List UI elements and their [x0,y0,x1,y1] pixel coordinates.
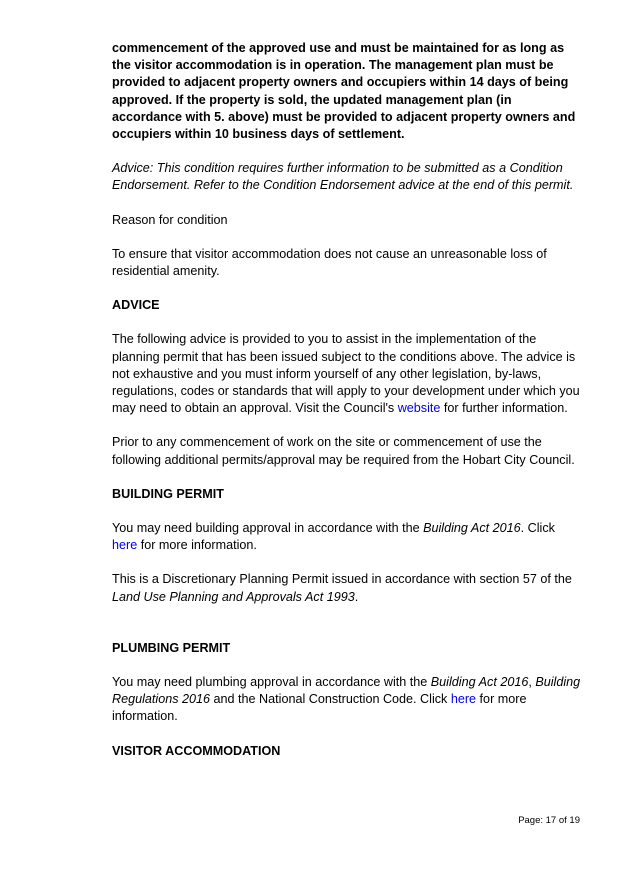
advice-text-tail: for further information. [440,401,568,416]
advice-paragraph [112,331,582,417]
discretionary-act: Land Use Planning and Approvals Act 1993 [112,589,355,604]
plumbing-act-2: Building Regulations 2016 [112,675,581,707]
reason-label: Reason for condition [112,212,228,227]
discretionary-text-tail: . [354,589,359,604]
page-number: Page: 17 of 19 [518,815,580,826]
building-permit-heading: BUILDING PERMIT [112,486,224,501]
building-text-mid: . Click [520,521,555,536]
plumbing-act-1: Building Act 2016 [430,675,529,690]
advice-note: Advice: This condition requires further information to be submitted as a Condition Endorsement. Refer to the Condition Endorsement advice at the end of this permit. [112,161,574,193]
advice-heading: ADVICE [112,298,160,313]
building-text: You may need building approval in accordance with the [112,521,424,536]
building-here-link[interactable]: here [112,538,138,553]
discretionary-text: This is a Discretionary Planning Permit issued in accordance with section 57 of the [112,572,572,587]
prior-text: Prior to any commencement of work on the site or commencement of use the following additional permits/approval may be required from the Hobart City Council. [112,435,575,467]
visitor-accommodation-heading: VISITOR ACCOMMODATION [112,743,281,758]
document-page [112,40,582,777]
website-link[interactable]: website [397,401,441,416]
plumbing-here-link[interactable]: here [450,692,477,707]
building-text-tail: for more information. [137,538,257,553]
plumbing-text-tail: for more information. [112,692,527,724]
condition-text: commencement of the approved use and must be maintained for as long as the visitor accommodation is in operation. The management plan must be provided to adjacent property owners and occupiers within 14 days of being approved. If the property is sold, the updated management plan (in accordance with 5. above) must be provided to adjacent property owners and occupiers within 10 business days of settlement. [112,41,576,142]
plumbing-text: You may need plumbing approval in accordance with the [112,675,431,690]
building-permit-paragraph [112,520,582,554]
advice-text: The following advice is provided to you to assist in the implementation of the planning permit that has been issued subject to the conditions above. The advice is not exhaustive and you must inform yourself of any other legislation, by-laws, regulations, codes or standards that will apply to your development under which you may need to obtain an approval. Visit the Council's [112,332,580,416]
reason-text: To ensure that visitor accommodation does not cause an unreasonable loss of residential amenity. [112,246,547,279]
plumbing-permit-paragraph [112,674,582,726]
plumbing-text-mid: and the National Construction Code. Click [210,692,451,707]
discretionary-paragraph [112,571,582,605]
plumbing-permit-heading: PLUMBING PERMIT [112,640,231,655]
building-act: Building Act 2016 [423,521,521,536]
plumbing-sep: , [528,675,536,690]
